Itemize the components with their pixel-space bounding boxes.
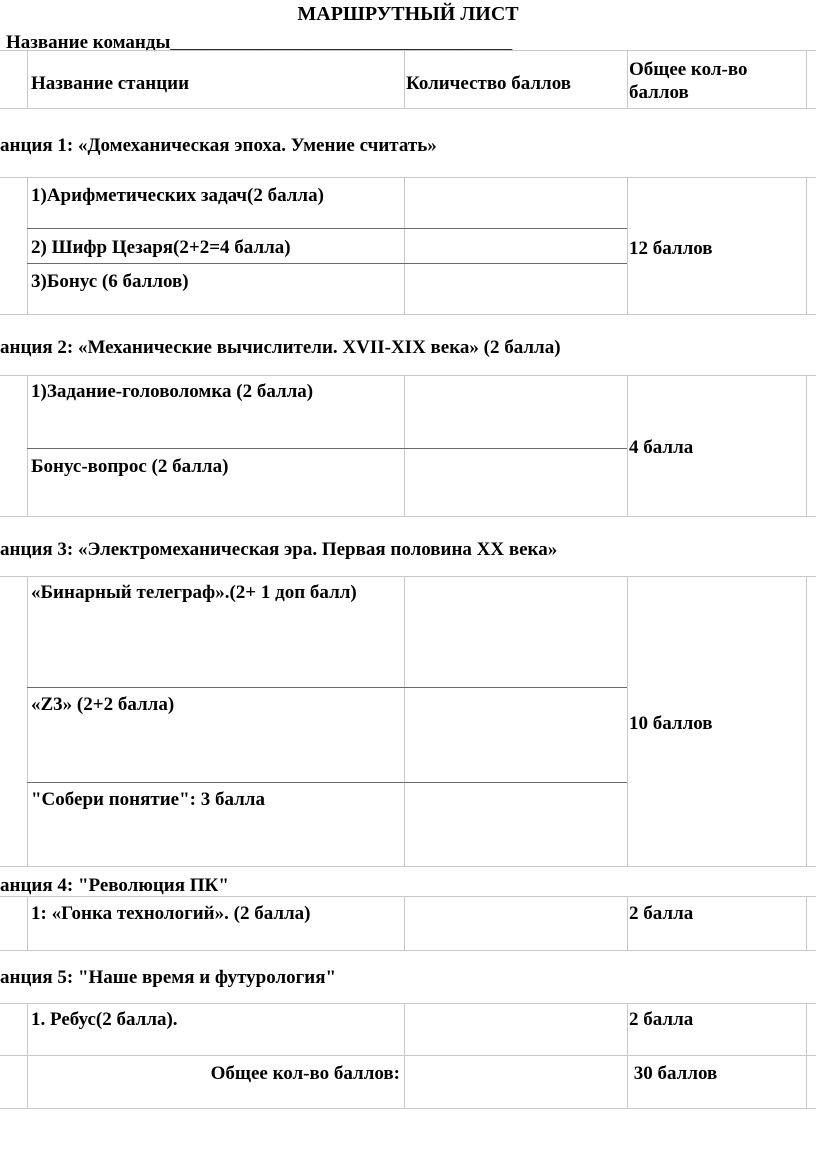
station-1-row-divider <box>27 228 627 229</box>
station-3-task-2: «Z3» (2+2 балла) <box>31 694 175 715</box>
station-3-task-1: «Бинарный телеграф».(2+ 1 доп балл) <box>31 582 357 603</box>
station-4-divider <box>806 896 807 950</box>
station-3-divider <box>404 576 405 866</box>
station-2-task-1: 1)Задание-головоломка (2 балла) <box>31 381 314 402</box>
header-divider <box>806 50 807 108</box>
station-2-top-border <box>0 375 816 376</box>
team-name-underline: ____________________________________ <box>170 32 513 53</box>
station-4-divider <box>627 896 628 950</box>
station-5-total: 2 балла <box>629 1009 694 1030</box>
header-top-border <box>0 50 816 51</box>
station-2-divider <box>806 375 807 516</box>
station-1-task-2: 2) Шифр Цезаря(2+2=4 балла) <box>31 237 291 258</box>
station-1-heading: анция 1: «Домеханическая эпоха. Умение считать» <box>0 135 437 156</box>
table-bottom-border <box>0 1108 816 1109</box>
station-1-task-1: 1)Арифметических задач(2 балла) <box>31 185 324 206</box>
station-2-row-divider <box>27 448 627 449</box>
header-points: Количество баллов <box>406 73 571 94</box>
station-2-bottom-border <box>0 516 816 517</box>
station-1-bottom-border <box>0 314 816 315</box>
team-name-label: Название команды____________________________________ <box>6 32 513 53</box>
station-1-top-border <box>0 177 816 178</box>
grand-total-value: 30 баллов <box>629 1063 718 1084</box>
station-3-divider <box>806 576 807 866</box>
station-4-bottom-border <box>0 950 816 951</box>
station-4-task-1: 1: «Гонка технологий». (2 балла) <box>31 903 311 924</box>
station-1-task-3: 3)Бонус (6 баллов) <box>31 271 189 292</box>
station-5-task-1: 1. Ребус(2 балла). <box>31 1009 178 1030</box>
station-2-divider <box>404 375 405 516</box>
station-4-total: 2 балла <box>629 903 694 924</box>
station-5-top-border <box>0 1003 816 1004</box>
total-row-top-border <box>0 1055 816 1056</box>
station-2-total: 4 балла <box>629 437 694 458</box>
station-1-divider <box>627 177 628 314</box>
station-3-top-border <box>0 576 816 577</box>
header-divider <box>627 50 628 108</box>
station-3-heading: анция 3: «Электромеханическая эра. Первая половина XX века» <box>0 539 558 560</box>
station-5-heading: анция 5: "Наше время и футурология" <box>0 967 337 988</box>
station-1-divider <box>27 177 28 314</box>
header-bottom-border <box>0 108 816 109</box>
station-3-task-3: "Собери понятие": 3 балла <box>31 789 265 810</box>
header-total: Общее кол-во баллов <box>629 59 748 103</box>
station-1-total: 12 баллов <box>629 238 713 259</box>
station-3-row-divider <box>27 782 627 783</box>
station-4-divider <box>404 896 405 950</box>
station-4-heading: анция 4: "Революция ПК" <box>0 875 229 896</box>
station-2-heading: анция 2: «Механические вычислители. XVII-XIX века» (2 балла) <box>0 337 561 358</box>
station-2-divider <box>627 375 628 516</box>
station-4-divider <box>27 896 28 950</box>
station-3-divider <box>27 576 28 866</box>
header-station-name: Название станции <box>31 73 190 94</box>
grand-total-label: Общее кол-во баллов: <box>210 1063 400 1084</box>
header-divider <box>404 50 405 108</box>
station-1-divider <box>806 177 807 314</box>
station-3-row-divider <box>27 687 627 688</box>
station-3-bottom-border <box>0 866 816 867</box>
station-1-divider <box>404 177 405 314</box>
station-3-total: 10 баллов <box>629 713 713 734</box>
station-2-divider <box>27 375 28 516</box>
station-2-task-2: Бонус-вопрос (2 балла) <box>31 456 229 477</box>
station-1-row-divider <box>27 263 627 264</box>
station-4-top-border <box>0 896 816 897</box>
header-divider <box>27 50 28 108</box>
page-title: МАРШРУТНЫЙ ЛИСТ <box>297 3 519 25</box>
station-3-divider <box>627 576 628 866</box>
